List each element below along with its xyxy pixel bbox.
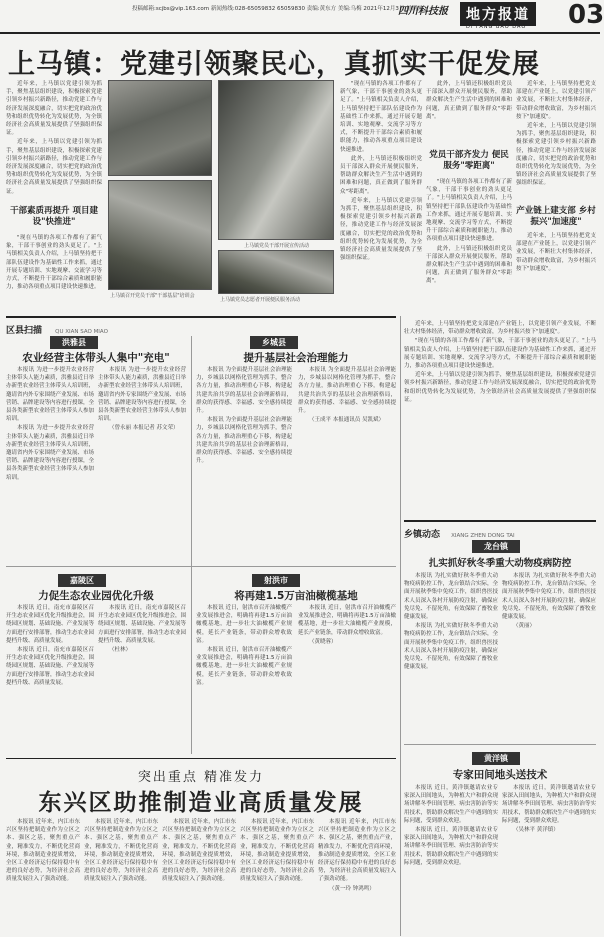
lead-column-3: "现在马镇的各项工作都有了新气象，干部干事创业的劲头更足了。"上马镇相关负责人介绍，上马镇坚持把干部队伍建设作为基础性工作来抓，通过开展专题培训、实地观摩、交流学习等方式，不断提升干部综合素质和履职能力，推动各项重点项目建设快速推进。 此外，上马镇还积极组织党员干部深入群众开展便民服务，帮助群众解决生产生活中遇到的困难和问题，真正做到了服务群众"零距离"。 近年来，上马镇以党建引领为抓手，聚焦基层组织建设，积极探索党建引领乡村振兴新路径，推动党建工作与经济发展深度融合，切实把党的政治优势和组织优势转化为发展优势，为全镇经济社会高质量发展提供了坚强组织保证。 — [340, 81, 422, 262]
lead-photo-3 — [218, 80, 334, 240]
district-section-pinyin: QU XIAN SAO MIAO — [55, 329, 108, 335]
lead-photo-2-caption: 上马镇召开党员干部"干部基层"培训会 — [110, 293, 195, 299]
page-number: 03 — [568, 0, 604, 30]
district-mid-rule — [6, 566, 396, 567]
township-divider — [400, 316, 401, 936]
lead-column-1: 近年来，上马镇以党建引领为抓手，聚焦基层组织建设，积极探索党建引领乡村振兴新路径，推动党建工作与经济发展深度融合，切实把党的政治优势和组织优势转化为发展优势，为全镇经济社会高质量发展提供了坚强组织保证。 近年来，上马镇以党建引领为抓手，聚焦基层组织建设，积极探索党建引领乡村振兴新路径，推动党建工作与经济发展深度融合，切实把党的政治优势和组织优势转化为发展优势，为全镇经济社会高质量发展提供了坚强组织保证。 — [6, 81, 102, 195]
feature-body-2: 本报讯 近年来，内江市东兴区坚持把制造业作为立区之本、强区之基，聚焦重点产业，精准发力，不断优化营商环境，推动制造业提质增效，全区工业经济运行保持稳中有进的良好态势，为经济社会高质量发展注入了强劲动能。 — [84, 819, 158, 883]
section-name: 地方报道 — [460, 2, 536, 26]
district-title-xiangcheng: 提升基层社会治理能力 — [243, 352, 349, 364]
township-tag-longtai: 龙台镇 — [472, 540, 520, 553]
district-body-xiangcheng-b: 本报讯 为全面提升基层社会治理能力，乡城县以网格化管理为抓手，整合各方力量，推动治理重心下移，构建起共建共治共享的基层社会治理新格局，群众的获得感、幸福感、安全感持续提升。 （王成平 本报通讯员 吴凯斌） — [298, 367, 396, 424]
section-pinyin: DI FANG BAO DAO — [466, 24, 527, 30]
newspaper-logo: 四川科技报 — [398, 6, 448, 17]
district-divider — [191, 336, 192, 754]
lead-photo-4 — [218, 250, 334, 294]
lead-subhead-1: 干部素质再提升 项目建设"快推进" — [10, 206, 98, 227]
district-title-jialing: 力促生态农业园优化升级 — [38, 590, 154, 602]
lead-column-4: 此外，上马镇还积极组织党员干部深入群众开展便民服务，帮助群众解决生产生活中遇到的困难和问题，真正做到了服务群众"零距离"。 — [426, 81, 512, 120]
district-body-shehong-a: 本报讯 近日，射洪市召开油橄榄产业发展推进会，明确将再建1.5万亩油橄榄基地，进一步壮大油橄榄产业规模，延长产业链条，带动群众增收致富。 本报讯 近日，射洪市召开油橄榄产业发展推进会，明确将再建1.5万亩油橄榄基地，进一步壮大油橄榄产业规模，延长产业链条，带动群众增收致富。 — [196, 605, 292, 686]
feature-body-5: 本报讯 近年来，内江市东兴区坚持把制造业作为立区之本、强区之基，聚焦重点产业，精准发力，不断优化营商环境，推动制造业提质增效，全区工业经济运行保持稳中有进的良好态势，为经济社会高质量发展注入了强劲动能。 （黄一玲 钟鸿鸣） — [318, 819, 396, 892]
district-tag-hongya: 洪雅县 — [50, 336, 98, 349]
lead-column-5: 近年来，上马镇坚持把党支部建在产业链上，以党建引领产业发展，不断壮大村集体经济，带动群众增收致富，为乡村振兴按下"加速度"。 近年来，上马镇以党建引领为抓手，聚焦基层组织建设，积极探索党建引领乡村振兴新路径，推动党建工作与经济发展深度融合，切实把党的政治优势和组织优势转化为发展优势，为全镇经济社会高质量发展提供了坚强组织保证。 — [516, 81, 596, 187]
township-title-huangyang: 专家田间地头送技术 — [452, 769, 548, 781]
district-body-shehong-b: 本报讯 近日，射洪市召开油橄榄产业发展推进会，明确将再建1.5万亩油橄榄基地，进一步壮大油橄榄产业规模，延长产业链条，带动群众增收致富。 （黄晓蓉） — [298, 605, 396, 645]
district-body-jialing-b: 本报讯 近日，南充市嘉陵区召开生态农业园区优化升级推进会，围绕园区规划、基础设施、产业发展等方面进行安排部署，推动生态农业园提档升级、高质量发展。 （杜林） — [98, 605, 187, 654]
district-body-xiangcheng-a: 本报讯 为全面提升基层社会治理能力，乡城县以网格化管理为抓手，整合各方力量，推动治理重心下移，构建起共建共治共享的基层社会治理新格局，群众的获得感、幸福感、安全感持续提升。 本报讯 为全面提升基层社会治理能力，乡城县以网格化管理为抓手，整合各方力量，推动治理重心下移，构建起共建共治共享的基层社会治理新格局，群众的获得感、幸福感、安全感持续提升。 — [196, 367, 292, 465]
lead-column-1b: "现在马镇的各项工作都有了新气象，干部干事创业的劲头更足了。"上马镇相关负责人介绍，上马镇坚持把干部队伍建设作为基础性工作来抓，通过开展专题培训、实地观摩、交流学习等方式，不断提升干部综合素质和履职能力，推动各项重点项目建设快速推进。 — [6, 235, 102, 291]
district-body-hongya-b: 本报讯 为进一步提升农业经营主体带头人能力素质，洪雅县近日举办新型农业经营主体带头人培训班，邀请省内外专家围绕产业发展、市场营销、品牌建设等内容进行授课，全县各类新型农业经营主体带头人参加培训。 （曾永丽 本报记者 苏文荣） — [98, 367, 187, 432]
feature-headline: 东兴区助推制造业高质量发展 — [38, 790, 364, 816]
lead-headline: 上马镇：党建引领聚民心，真抓实干促发展 — [8, 49, 540, 80]
township-body-huangyang-b: 本报讯 近日，黄洋镇邀请农业专家深入田间地头，为种植大户和群众现场讲解冬季田间管理、病虫害防治等实用技术，帮助群众解决生产中遇到的实际问题，受到群众欢迎。 （吴林平 黄洋镇） — [502, 785, 596, 834]
district-tag-jialing: 嘉陵区 — [58, 574, 106, 587]
lead-photo-3-caption: 上马镇党员干部开展宣传活动 — [244, 243, 310, 249]
feature-top-rule — [6, 758, 396, 759]
district-title-hongya: 农业经营主体带头人集中"充电" — [22, 352, 170, 364]
district-body-hongya-a: 本报讯 为进一步提升农业经营主体带头人能力素质，洪雅县近日举办新型农业经营主体带头人培训班，邀请省内外专家围绕产业发展、市场营销、品牌建设等内容进行授课，全县各类新型农业经营主体带头人参加培训。 本报讯 为进一步提升农业经营主体带头人能力素质，洪雅县近日举办新型农业经营主体带头人培训班，邀请省内外专家围绕产业发展、市场营销、品牌建设等内容进行授课，全县各类新型农业经营主体带头人参加培训。 — [6, 367, 95, 481]
township-body-huangyang-a: 本报讯 近日，黄洋镇邀请农业专家深入田间地头，为种植大户和群众现场讲解冬季田间管理、病虫害防治等实用技术，帮助群众解决生产中遇到的实际问题，受到群众欢迎。 本报讯 近日，黄洋镇邀请农业专家深入田间地头，为种植大户和群众现场讲解冬季田间管理、病虫害防治等实用技术，帮助群众解决生产中遇到的实际问题，受到群众欢迎。 — [404, 785, 498, 866]
district-section-bar — [6, 316, 396, 336]
township-section-pinyin: XIANG ZHEN DONG TAI — [451, 533, 515, 539]
district-body-jialing-a: 本报讯 近日，南充市嘉陵区召开生态农业园区优化升级推进会，围绕园区规划、基础设施、产业发展等方面进行安排部署，推动生态农业园提档升级、高质量发展。 本报讯 近日，南充市嘉陵区召开生态农业园区优化升级推进会，围绕园区规划、基础设施、产业发展等方面进行安排部署，推动生态农业园提档升级、高质量发展。 — [6, 605, 95, 686]
contact-info: 投稿邮箱:scjbs@vip.163.com 新闻热线:028-65059832 65059830 责编:黄东方 美编:乌梅 2021年12月3日 星期五 — [132, 6, 423, 12]
lead-photo-2 — [108, 180, 212, 290]
lead-column-5b: 近年来，上马镇坚持把党支部建在产业链上，以党建引领产业发展，不断壮大村集体经济，带动群众增收致富，为乡村振兴按下"加速度"。 — [516, 233, 596, 272]
township-section-title: 乡镇动态 — [404, 530, 441, 540]
lead-column-continued: 近年来，上马镇坚持把党支部建在产业链上，以党建引领产业发展，不断壮大村集体经济，带动群众增收致富，为乡村振兴按下"加速度"。 "现在马镇的各项工作都有了新气象，干部干事创业的劲头更足了。"上马镇相关负责人介绍，上马镇坚持把干部队伍建设作为基础性工作来抓，通过开展专题培训、实地观摩、交流学习等方式，不断提升干部综合素质和履职能力，推动各项重点项目建设快速推进。 近年来，上马镇以党建引领为抓手，聚焦基层组织建设，积极探索党建引领乡村振兴新路径，推动党建工作与经济发展深度融合，切实把党的政治优势和组织优势转化为发展优势，为全镇经济社会高质量发展提供了坚强组织保证。 — [404, 321, 596, 403]
district-title-shehong: 将再建1.5万亩油橄榄基地 — [234, 590, 358, 602]
township-title-longtai: 扎实抓好秋冬季重大动物疫病防控 — [428, 558, 572, 569]
lead-photo-4-caption: 上马镇党员志愿者开展便民服务活动 — [220, 297, 301, 303]
township-body-longtai-a: 本报讯 为扎实做好秋冬季重大动物疫病防控工作，龙台镇结合实际，全面开展秋季集中免疫工作，组织兽医技术人员深入各村开展防疫注射，确保应免尽免、不留死角，有效保障了畜牧业健康发展。 本报讯 为扎实做好秋冬季重大动物疫病防控工作，龙台镇结合实际，全面开展秋季集中免疫工作，组织兽医技术人员深入各村开展防疫注射，确保应免尽免、不留死角，有效保障了畜牧业健康发展。 — [404, 573, 498, 671]
feature-body-3: 本报讯 近年来，内江市东兴区坚持把制造业作为立区之本、强区之基，聚焦重点产业，精准发力，不断优化营商环境，推动制造业提质增效，全区工业经济运行保持稳中有进的良好态势，为经济社会高质量发展注入了强劲动能。 — [162, 819, 236, 883]
feature-body-4: 本报讯 近年来，内江市东兴区坚持把制造业作为立区之本、强区之基，聚焦重点产业，精准发力，不断优化营商环境，推动制造业提质增效，全区工业经济运行保持稳中有进的良好态势，为经济社会高质量发展注入了强劲动能。 — [240, 819, 314, 883]
district-tag-shehong: 射洪市 — [252, 574, 300, 587]
lead-photo-1 — [108, 80, 212, 176]
township-body-longtai-b: 本报讯 为扎实做好秋冬季重大动物疫病防控工作，龙台镇结合实际，全面开展秋季集中免疫工作，组织兽医技术人员深入各村开展防疫注射，确保应免尽免、不留死角，有效保障了畜牧业健康发展。 （黄丽） — [502, 573, 596, 630]
district-section-title: 区县扫描 — [6, 326, 43, 336]
township-tag-huangyang: 黄洋镇 — [472, 752, 520, 765]
district-tag-xiangcheng: 乡城县 — [250, 336, 298, 349]
feature-kicker: 突出重点 精准发力 — [137, 770, 265, 785]
township-section-bar — [404, 520, 596, 540]
township-mid-rule — [404, 744, 596, 745]
page-header — [0, 0, 604, 34]
lead-subhead-2: 党员干部齐发力 便民服务"零距离" — [429, 150, 509, 171]
lead-column-4b: "现在马镇的各项工作都有了新气象，干部干事创业的劲头更足了。"上马镇相关负责人介绍，上马镇坚持把干部队伍建设作为基础性工作来抓，通过开展专题培训、实地观摩、交流学习等方式，不断提升干部综合素质和履职能力，推动各项重点项目建设快速推进。 此外，上马镇还积极组织党员干部深入群众开展便民服务，帮助群众解决生产生活中遇到的困难和问题，真正做到了服务群众"零距离"。 — [426, 179, 512, 285]
feature-body-1: 本报讯 近年来，内江市东兴区坚持把制造业作为立区之本、强区之基，聚焦重点产业，精准发力，不断优化营商环境，推动制造业提质增效，全区工业经济运行保持稳中有进的良好态势，为经济社会高质量发展注入了强劲动能。 — [6, 819, 80, 883]
lead-subhead-3: 产业链上建支部 乡村振兴"加速度" — [516, 206, 596, 227]
